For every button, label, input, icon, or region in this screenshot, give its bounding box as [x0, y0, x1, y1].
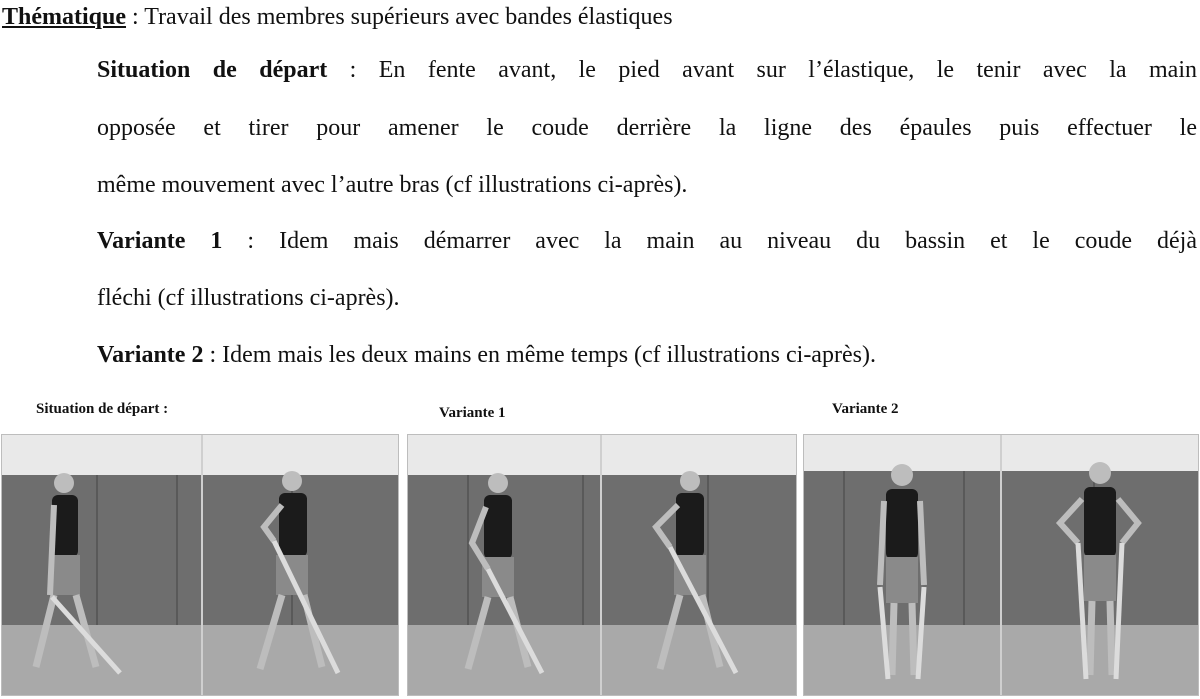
lunge-band-row-variant1-photo	[407, 434, 797, 696]
v2-label: Variante 2	[97, 342, 204, 368]
theme-sep: :	[126, 4, 145, 30]
theme-line	[2, 2, 673, 32]
theme-text: Travail des membres supérieurs avec bandes élastiques	[144, 4, 673, 30]
lunge-band-row-photo	[1, 434, 399, 696]
start-label: Situation de départ	[97, 57, 328, 83]
theme-label: Thématique	[2, 4, 127, 30]
v1-line-1	[97, 226, 1197, 256]
v1-label: Variante 1	[97, 228, 223, 254]
v1-text-1: Idem mais démarrer avec la main au niveau du bassin et le coude déjà	[279, 228, 1197, 254]
start-line-1	[97, 55, 1197, 85]
start-sep: :	[327, 57, 379, 83]
start-text-1: En fente avant, le pied avant sur l’élastique, le tenir avec la main	[378, 57, 1197, 83]
v2-text-1: Idem mais les deux mains en même temps (cf illustrations ci-après).	[222, 342, 876, 368]
caption-start: Situation de départ :	[36, 401, 169, 417]
v1-sep: :	[222, 228, 280, 254]
v2-sep: :	[203, 342, 223, 368]
standing-band-row-photo	[803, 434, 1199, 696]
caption-variant-1: Variante 1	[439, 405, 506, 421]
caption-variant-2: Variante 2	[832, 401, 899, 417]
v2-line-1	[97, 340, 876, 370]
v1-line-2: fléchi (cf illustrations ci-après).	[97, 285, 400, 311]
start-line-2: opposée et tirer pour amener le coude derrière la ligne des épaules puis effectuer le	[97, 115, 1197, 141]
start-line-3: même mouvement avec l’autre bras (cf illustrations ci-après).	[97, 172, 688, 198]
